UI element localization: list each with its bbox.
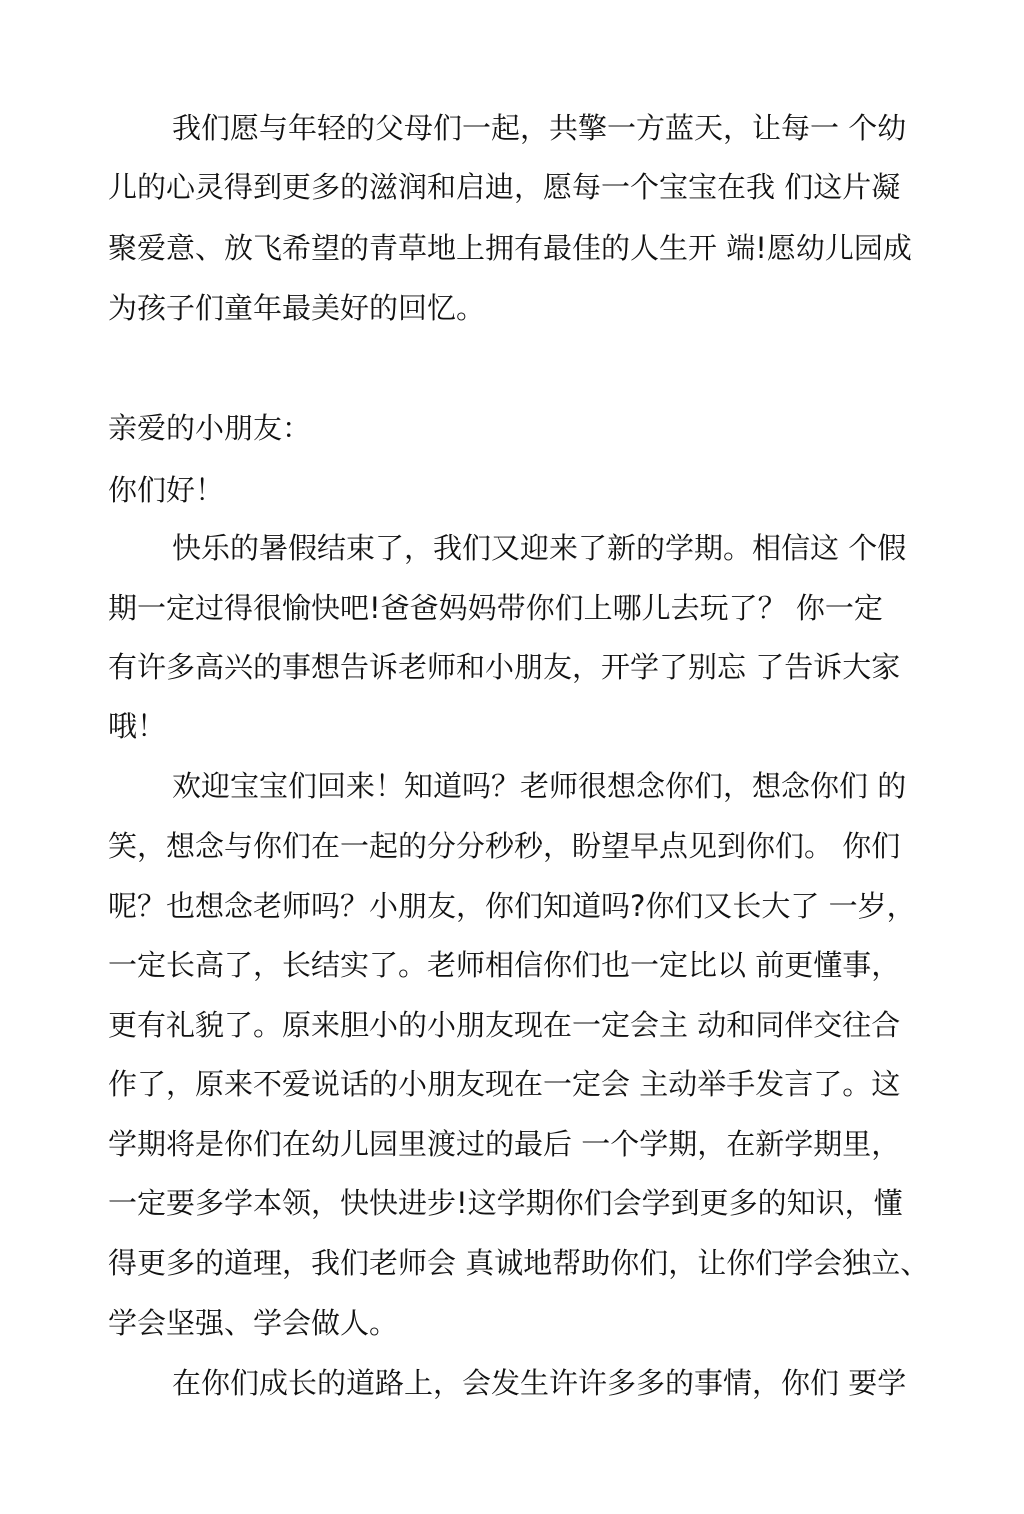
paragraph-line: 一定长高了，长结实了。老师相信你们也一定比以 前更懂事， bbox=[108, 948, 901, 982]
paragraph-line: 快乐的暑假结束了，我们又迎来了新的学期。相信这 个假 bbox=[172, 531, 907, 565]
paragraph-line: 我们愿与年轻的父母们一起，共擎一方蓝天，让每一 个幼 bbox=[172, 111, 907, 145]
paragraph-line: 为孩子们童年最美好的回忆。 bbox=[108, 291, 486, 325]
paragraph-line: 更有礼貌了。原来胆小的小朋友现在一定会主 动和同伴交往合 bbox=[108, 1008, 901, 1042]
paragraph-line: 得更多的道理，我们老师会 真诚地帮助你们，让你们学会独立、 bbox=[108, 1246, 930, 1280]
greeting: 你们好！ bbox=[108, 473, 225, 507]
paragraph-line: 一定要多学本领，快快进步!这学期你们会学到更多的知识，懂 bbox=[108, 1186, 903, 1220]
paragraph-line: 儿的心灵得到更多的滋润和启迪，愿每一个宝宝在我 们这片凝 bbox=[108, 170, 901, 204]
paragraph-line: 作了，原来不爱说话的小朋友现在一定会 主动举手发言了。这 bbox=[108, 1067, 901, 1101]
paragraph-line: 呢？也想念老师吗？小朋友，你们知道吗?你们又长大了 一岁， bbox=[108, 889, 916, 923]
paragraph-line: 学期将是你们在幼儿园里渡过的最后 一个学期，在新学期里， bbox=[108, 1127, 901, 1161]
paragraph-line: 笑，想念与你们在一起的分分秒秒，盼望早点见到你们。 你们 bbox=[108, 829, 901, 863]
paragraph-line: 哦！ bbox=[108, 709, 167, 743]
paragraph-line: 欢迎宝宝们回来！知道吗？老师很想念你们，想念你们 的 bbox=[172, 769, 907, 803]
paragraph-line: 期一定过得很愉快吧!爸爸妈妈带你们上哪儿去玩了？ 你一定 bbox=[108, 591, 883, 625]
paragraph-line: 在你们成长的道路上，会发生许许多多的事情，你们 要学 bbox=[172, 1366, 907, 1400]
salutation: 亲爱的小朋友： bbox=[108, 411, 312, 445]
paragraph-line: 有许多高兴的事想告诉老师和小朋友，开学了别忘 了告诉大家 bbox=[108, 650, 901, 684]
paragraph-line: 学会坚强、学会做人。 bbox=[108, 1306, 399, 1340]
paragraph-line: 聚爱意、放飞希望的青草地上拥有最佳的人生开 端!愿幼儿园成 bbox=[108, 231, 912, 265]
